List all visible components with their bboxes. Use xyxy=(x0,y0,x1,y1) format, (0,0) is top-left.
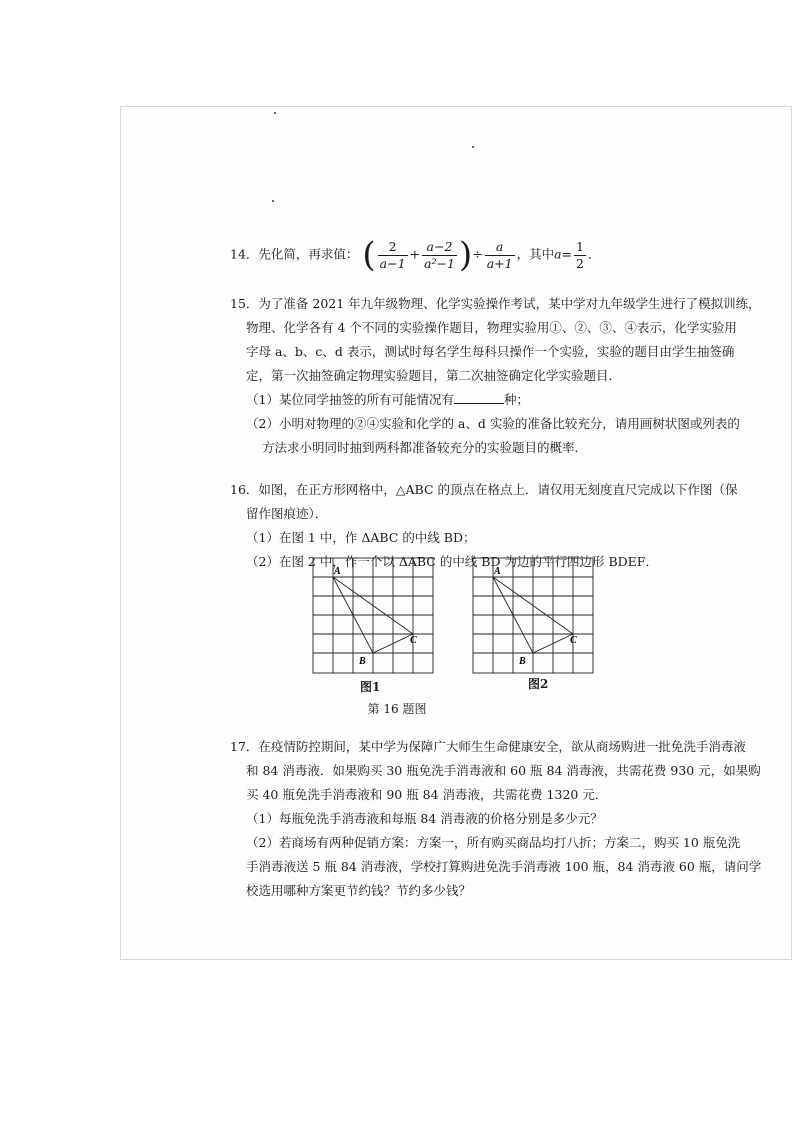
denominator: a−1 xyxy=(379,255,406,271)
fraction xyxy=(422,239,457,272)
q14-end: ． xyxy=(587,246,601,262)
vertex-a-label: A xyxy=(494,566,501,577)
q17-line: 17．在疫情防控期间，某中学为保障广大师生生命健康安全，欲从商场购进一批免洗手消毒液 xyxy=(230,739,746,754)
figure-1-grid xyxy=(312,557,436,677)
numerator: 2 xyxy=(378,239,408,256)
divide-sign: ÷ xyxy=(472,246,483,262)
q15-sub1 xyxy=(230,388,766,412)
q14-number: 14． xyxy=(230,246,259,262)
q15-sub2: （2）小明对物理的②④实验和化学的 a、d 实验的准备比较充分，请用画树状图或列表的 xyxy=(246,416,740,431)
scan-speck xyxy=(274,112,276,114)
q15-sub1-text: （1）某位同学抽签的所有可能情况有 xyxy=(246,392,454,407)
q15-sub2-cont: 方法求小明同时抽到两科都准备较充分的实验题目的概率． xyxy=(262,440,588,455)
denominator: 2 xyxy=(576,255,584,271)
variable: a xyxy=(554,246,562,262)
fraction xyxy=(485,239,515,272)
q17-sub2-cont: 校选用哪种方案更节约钱？节约多少钱？ xyxy=(246,883,472,898)
numerator: 1 xyxy=(576,238,584,254)
denominator: a+1 xyxy=(486,255,513,271)
q15-line: 字母 a、b、c、d 表示，测试时每名学生每科只操作一个实验，实验的题目由学生抽签确 xyxy=(246,344,735,359)
q17-sub2: （2）若商场有两种促销方案：方案一，所有购买商品均打八折；方案二，购买 10 瓶免洗 xyxy=(246,835,741,850)
q14-lead: 先化简，再求值： xyxy=(258,246,359,262)
question-15 xyxy=(230,292,766,460)
figure-title: 第 16 题图 xyxy=(367,702,427,716)
left-paren: ( xyxy=(362,235,376,275)
question-17 xyxy=(230,735,766,903)
right-paren: ) xyxy=(458,235,473,275)
vertex-b-label: B xyxy=(519,656,526,667)
q17-line: 和 84 消毒液．如果购买 30 瓶免洗手消毒液和 60 瓶 84 消毒液，共需花费 930 元，如果购 xyxy=(246,763,761,778)
q17-sub1: （1）每瓶免洗手消毒液和每瓶 84 消毒液的价格分别是多少元？ xyxy=(246,811,603,826)
q17-sub2-cont: 手消毒液送 5 瓶 84 消毒液，学校打算购进免洗手消毒液 100 瓶，84 消毒液 60 瓶，请问学 xyxy=(246,859,762,874)
vertex-a-label: A xyxy=(334,566,341,577)
question-14 xyxy=(230,235,766,275)
q16-line: 留作图痕迹）． xyxy=(246,506,328,521)
q17-line: 买 40 瓶免洗手消毒液和 90 瓶 84 消毒液，共需花费 1320 元． xyxy=(246,787,608,802)
scan-speck xyxy=(472,146,474,148)
equals-sign: = xyxy=(561,246,573,262)
q15-sub1-tail: 种； xyxy=(503,392,529,407)
q15-line: 15．为了准备 2021 年九年级物理、化学实验操作考试，某中学对九年级学生进行了模拟训练， xyxy=(230,296,761,311)
q15-line: 定，第一次抽签确定物理实验题目，第二次抽签确定化学实验题目． xyxy=(246,368,622,383)
figure-2-caption: 图2 xyxy=(528,677,549,691)
q16-sub1: （1）在图 1 中，作 ΔABC 的中线 BD； xyxy=(246,530,476,545)
denominator: a²−1 xyxy=(424,255,455,271)
scan-speck xyxy=(272,200,274,202)
numerator: a xyxy=(485,239,515,256)
vertex-c-label: C xyxy=(570,635,577,646)
q15-line: 物理、化学各有 4 个不同的实验操作题目，物理实验用①、②、③、④表示，化学实验用 xyxy=(246,320,737,335)
answer-blank xyxy=(454,389,504,404)
plus-sign: + xyxy=(409,246,421,262)
q14-tail: ，其中 xyxy=(516,246,555,262)
q16-line: 16．如图，在正方形网格中，△ABC 的顶点在格点上．请仅用无刻度直尺完成以下作图（保 xyxy=(230,482,738,497)
fraction xyxy=(378,239,408,272)
fraction xyxy=(574,239,586,272)
figure-2-grid xyxy=(472,557,596,677)
figure-1-caption: 图1 xyxy=(360,680,381,694)
q16-sub2: （2）在图 2 中，作一个以 ΔABC 的中线 BD 为边的平行四边形 BDEF． xyxy=(246,554,658,569)
vertex-b-label: B xyxy=(359,656,366,667)
vertex-c-label: C xyxy=(410,635,417,646)
numerator: a−2 xyxy=(422,239,457,256)
